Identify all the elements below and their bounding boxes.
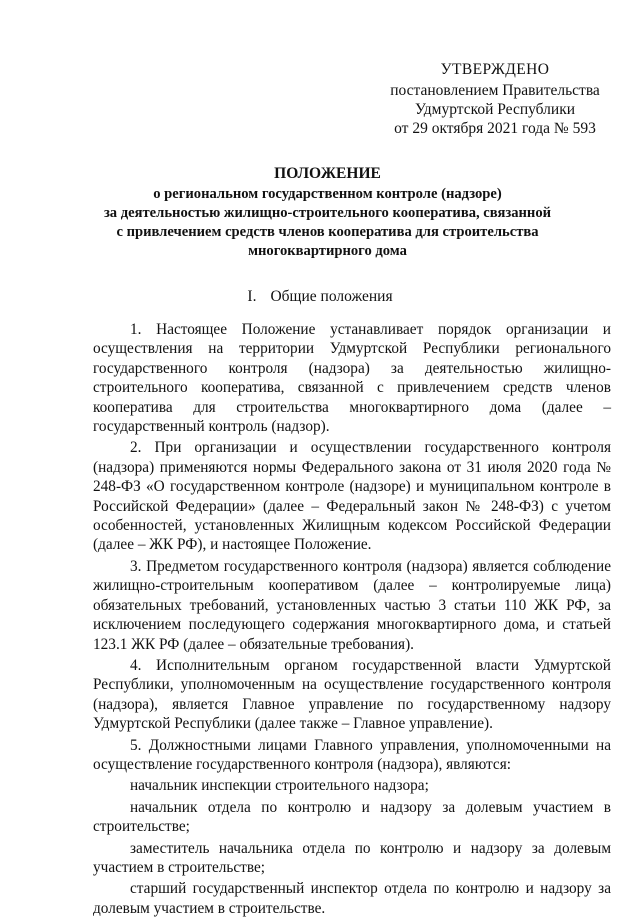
list-item: начальник отдела по контролю и надзору за долевым участием в строительстве; [93,798,611,836]
paragraph: 4. Исполнительным органом государственной власти Удмуртской Республики, уполномоченным на осуществление государственного контроля (надзора), является Главное управление по государственному надзору Удмуртской Республики (далее также – Главное управление). [93,656,611,733]
title-main: ПОЛОЖЕНИЕ [274,165,381,182]
title-line: многоквартирного дома [248,243,407,259]
section-number: I. [247,288,257,305]
document-title [90,164,565,261]
document-body [93,320,611,920]
title-line: за деятельностью жилищно-строительного кооператива, связанной [103,205,552,221]
approval-stamp [380,60,610,138]
paragraph: 1. Настоящее Положение устанавливает порядок организации и осуществления на территории Удмуртской Республики регионального государственного контроля (надзора) за деятельностью жилищно-строительного кооператива, связанной с привлечением средств членов кооператива для строительства многоквартирного дома (далее – государственный контроль (надзор). [93,321,611,436]
list-item: заместитель начальника отдела по контролю и надзору за долевым участием в строительстве; [93,839,611,876]
title-line: о региональном государственном контроле (надзоре) [153,186,502,202]
approval-line: Удмуртской Республики [414,101,576,118]
section-title: Общие положения [270,288,393,305]
title-line: с привлечением средств членов кооператива для строительства [116,224,539,240]
approval-date-line: от 29 октября 2021 года № 593 [394,120,596,137]
list-item: старший государственный инспектор отдела по контролю и надзору за долевым участием в строительстве. [93,880,611,917]
paragraph: 2. При организации и осуществлении государственного контроля (надзора) применяются нормы Федерального закона от 31 июля 2020 года № 248-ФЗ «О государственном контроле (надзоре) и муниципальном контроле в Российской Федерации» (далее – Федеральный закон № 248-ФЗ) с учетом особенностей, установленных Жилищным кодексом Российской Федерации (далее – ЖК РФ), и настоящее Положение. [93,439,611,554]
section-heading [0,288,640,306]
list-item: начальник инспекции строительного надзора; [130,777,429,795]
paragraph: 3. Предметом государственного контроля (надзора) является соблюдение жилищно-строительным кооперативом (далее – контролируемые лица) обязательных требований, установленных частью 3 статьи 110 ЖК РФ, за исключением последующего содержания многоквартирного дома, и статьей 123.1 ЖК РФ (далее – обязательные требования). [93,557,611,653]
approval-line: постановлением Правительства [390,82,600,99]
approval-heading: УТВЕРЖДЕНО [440,61,550,78]
paragraph: 5. Должностными лицами Главного управления, уполномоченными на осуществление государственного контроля (надзора), являются: [93,736,611,773]
